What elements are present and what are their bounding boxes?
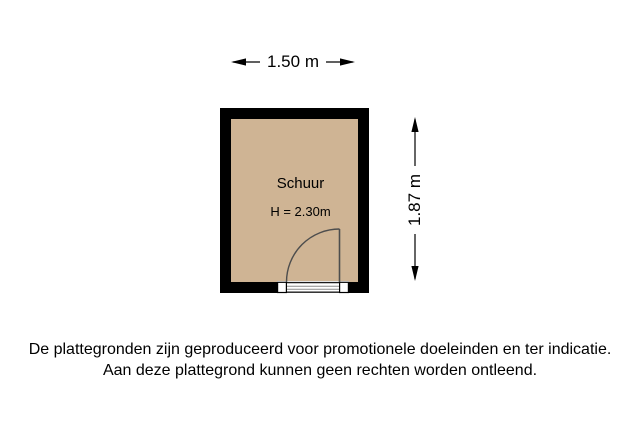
door-jamb-left bbox=[278, 282, 287, 292]
height-dimension-label: 1.87 m bbox=[406, 166, 424, 234]
disclaimer-line-2: Aan deze plattegrond kunnen geen rechten worden ontleend. bbox=[102, 362, 538, 379]
room-name-label: Schuur bbox=[276, 175, 325, 192]
width-dimension-label: 1.50 m bbox=[260, 53, 326, 71]
height-dimension-arrowhead-top bbox=[411, 117, 418, 132]
room-height-label: H = 2.30m bbox=[270, 204, 331, 219]
width-dimension-arrowhead-left bbox=[231, 58, 246, 65]
door-jamb-right bbox=[340, 282, 349, 292]
height-dimension-arrowhead-bottom bbox=[411, 266, 418, 281]
disclaimer-line-1: De plattegronden zijn geproduceerd voor promotionele doeleinden en ter indicatie. bbox=[28, 341, 612, 358]
width-dimension-arrowhead-right bbox=[340, 58, 355, 65]
disclaimer bbox=[0, 339, 640, 381]
